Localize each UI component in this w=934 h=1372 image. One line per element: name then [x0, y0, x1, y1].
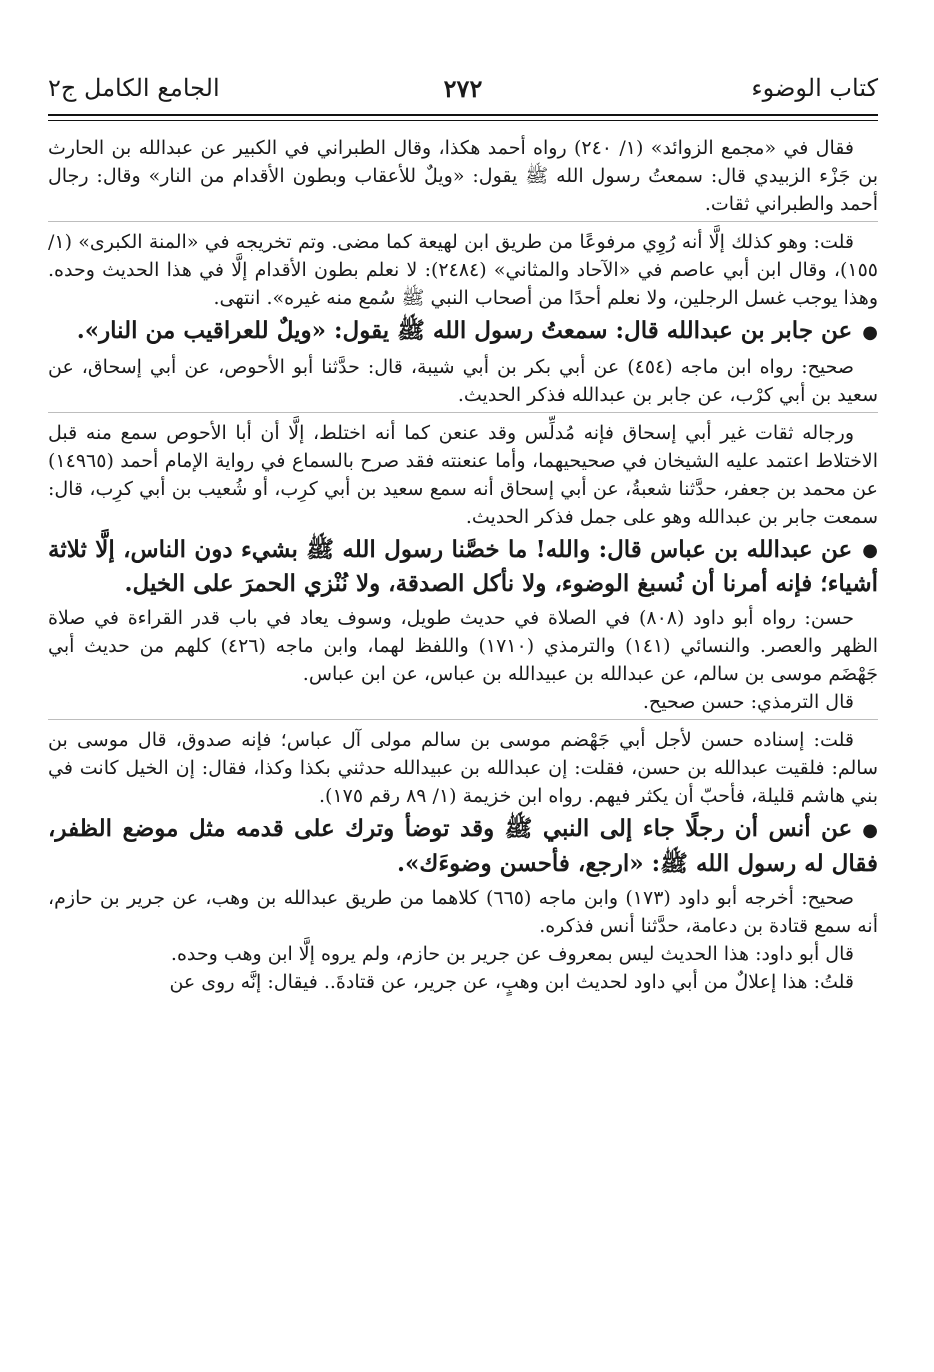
divider	[48, 221, 878, 223]
hadith-body: عن جابر بن عبدالله قال: سمعتُ رسول الله ﷺ يقول: «ويلٌ للعراقيب من النار».	[76, 317, 853, 344]
paragraph: صحيح: أخرجه أبو داود (١٧٣) وابن ماجه (٦٦٥) كلاهما من طريق عبدالله بن وهب، عن جرير بن حازم، أنه سمع قتادة بن دعامة، حدَّثنا أنس فذكره.	[48, 886, 878, 937]
paragraph: قلتُ: هذا إعلالٌ من أبي داود لحديث ابن وهبٍ، عن جرير، عن قتادةَ.. فيقال: إنَّه روى عن	[169, 970, 854, 993]
paragraph: حسن: رواه أبو داود (٨٠٨) في الصلاة في حديث طويل، وسوف يعاد في باب قدر القراءة في صلاة الظهر والعصر. والنسائي (١٤١) والترمذي (١٧١٠) واللفظ لهما، وابن ماجه (٤٢٦) كلهم من حديث أبي جَهْضَم موسى بن سالم، عن عبدالله بن عبيدالله بن عباس، عن ابن عباس.	[48, 607, 878, 685]
bullet-icon: ●	[862, 540, 878, 561]
divider	[48, 719, 878, 721]
paragraph: صحيح: رواه ابن ماجه (٤٥٤) عن أبي بكر بن أبي شيبة، قال: حدَّثنا أبو الأحوص، عن أبي إسحاق، عن سعيد بن أبي كرْب، عن جابر بن عبدالله فذكر الحديث.	[48, 355, 878, 406]
divider	[48, 412, 878, 414]
book-title: كتاب الوضوء	[751, 74, 878, 102]
paragraph: قلت: إسناده حسن لأجل أبي جَهْضم موسى بن سالم مولى آل عباس؛ فإنه صدوق، قال موسى بن سالم: فلقيت عبدالله بن حسن، فقلت: إن عبدالله بن عبيدالله حدثني بكذا وكذا، فقال: إن الخيل كانت في بني هاشم قليلة، فأحبّ أن يكثر فيهم. رواه ابن خزيمة (١/ ٨٩ رقم ١٧٥).	[48, 729, 878, 807]
hadith-text	[48, 314, 878, 349]
page-number: ٢٧٢	[443, 74, 483, 103]
hadith-text	[48, 533, 878, 601]
page-header	[48, 68, 878, 112]
page-content	[48, 134, 878, 996]
paragraph: قال أبو داود: هذا الحديث ليس بمعروف عن جرير بن حازم، ولم يروه إلَّا ابن وهب وحده.	[170, 942, 854, 965]
bullet-icon: ●	[862, 321, 878, 343]
header-rule-thick	[48, 114, 878, 116]
hadith-text	[48, 812, 878, 880]
paragraph: فقال في «مجمع الزوائد» (١/ ٢٤٠) رواه أحمد هكذا، وقال الطبراني في الكبير عن عبدالله بن الحارث بن جَزْء الزبيدي قال: سمعتُ رسول الله ﷺ يقول: «ويلٌ للأعقاب وبطون الأقدام من النار» وقال: رجال أحمد والطبراني ثقات.	[48, 137, 878, 215]
hadith-body: عن أنس أن رجلًا جاء إلى النبي ﷺ وقد توضأ وترك على قدمه مثل موضع الظفر، فقال له رسول الله ﷺ: «ارجع، فأحسن وضوءَك».	[48, 815, 878, 877]
paragraph: ورجاله ثقات غير أبي إسحاق فإنه مُدلِّس وقد عنعن كما أنه اختلط، إلَّا أن أبا الأحوص سمع منه قبل الاختلاط اعتمد عليه الشيخان في صحيحيهما، وأما عنعنته فقد صرح بالسماع في رواية الإمام أحمد (١٤٩٦٥) عن محمد بن جعفر، حدَّثنا شعبةُ، عن أبي إسحاق أنه سمع سعيد بن أبي كرِب، أو شُعيب بن أبي كرِب، قال: سمعت جابر بن عبدالله وهو على جمل فذكر الحديث.	[48, 421, 878, 528]
header-rule-thin	[48, 120, 878, 121]
hadith-body: عن عبدالله بن عباس قال: والله! ما خصَّنا رسول الله ﷺ بشيء دون الناس، إلَّا ثلاثة أشياء؛ فإنه أمرنا أن نُسبغ الوضوء، ولا نأكل الصدقة، ولا نُنْزي الحمرَ على الخيل.	[48, 535, 878, 597]
bullet-icon: ●	[862, 819, 878, 841]
paragraph: قال الترمذي: حسن صحيح.	[642, 691, 854, 713]
paragraph: قلت: وهو كذلك إلَّا أنه رُوِي مرفوعًا من طريق ابن لهيعة كما مضى. وتم تخريجه في «المنة الكبرى» (١/ ١٥٥)، وقال ابن أبي عاصم في «الآحاد والمثاني» (٢٤٨٤): لا نعلم بطون الأقدام إلَّا في هذا الحديث وحده. وهذا يوجب غسل الرجلين، ولا نعلم أحدًا من أصحاب النبي ﷺ سُمع منه غيره». انتهى.	[48, 231, 878, 309]
volume-title: الجامع الكامل ج٢	[48, 74, 220, 102]
